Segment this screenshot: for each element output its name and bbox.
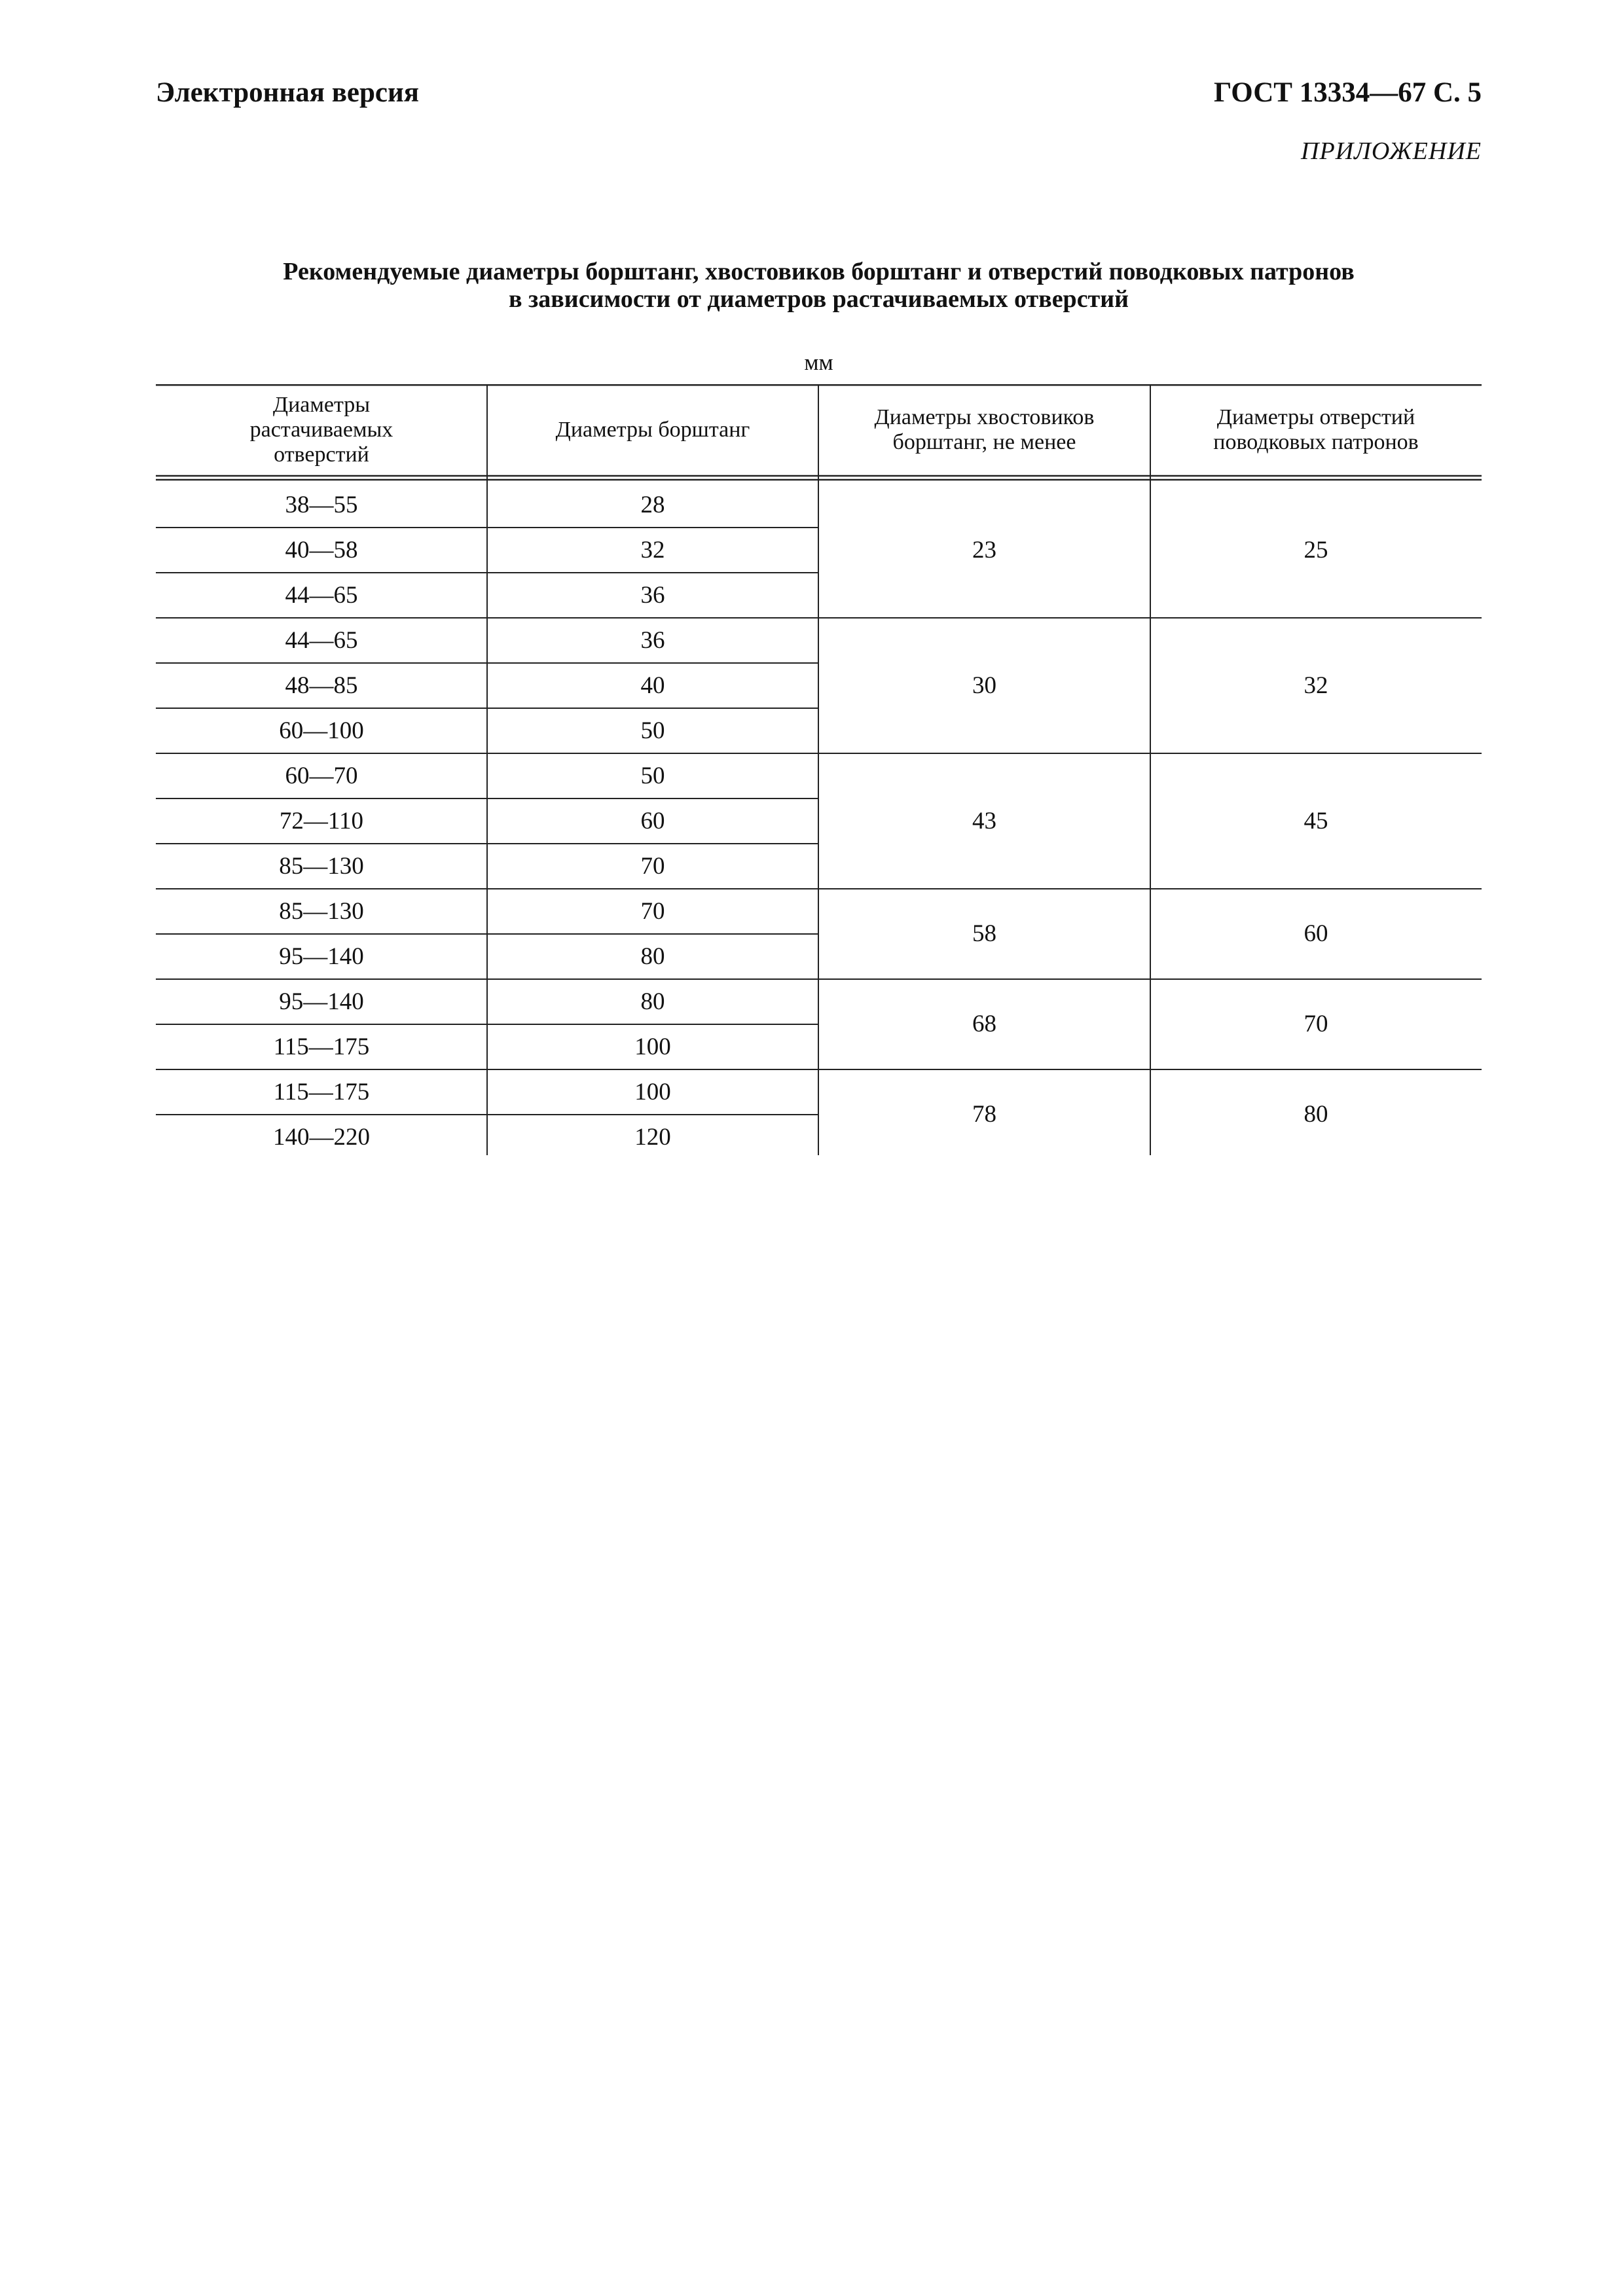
header-bar-diameters: Диаметры борштанг bbox=[555, 418, 750, 442]
chuck-hole-diameter-cell: 32 bbox=[1304, 672, 1328, 699]
bar-diameter-cell: 28 bbox=[640, 491, 665, 518]
bore-diameter-cell: 140—220 bbox=[273, 1123, 370, 1151]
bar-diameter-cell: 32 bbox=[640, 536, 665, 564]
chuck-hole-diameter-cell: 25 bbox=[1304, 536, 1328, 564]
bar-diameter-cell: 40 bbox=[640, 672, 665, 699]
bar-diameter-cell: 36 bbox=[640, 626, 665, 654]
shank-diameter-cell: 43 bbox=[972, 807, 996, 834]
bar-diameter-cell: 80 bbox=[640, 942, 665, 970]
bar-diameter-cell: 50 bbox=[640, 762, 665, 789]
bore-diameter-cell: 115—175 bbox=[273, 1033, 370, 1060]
table-title bbox=[156, 258, 1482, 313]
header-electronic-version: Электронная версия bbox=[156, 77, 420, 108]
bore-diameter-cell: 85—130 bbox=[279, 897, 364, 925]
header-chuck-hole-diameters: Диаметры отверстий поводковых патронов bbox=[1213, 405, 1419, 454]
bore-diameter-cell: 95—140 bbox=[279, 988, 364, 1015]
chuck-hole-diameter-cell: 70 bbox=[1304, 1011, 1328, 1037]
bore-diameter-cell: 44—65 bbox=[285, 581, 358, 609]
chuck-hole-diameter-cell: 80 bbox=[1304, 1101, 1328, 1128]
shank-diameter-cell: 68 bbox=[972, 1011, 996, 1037]
bore-diameter-cell: 115—175 bbox=[273, 1078, 370, 1105]
bar-diameter-cell: 70 bbox=[640, 852, 665, 880]
bore-diameter-cell: 85—130 bbox=[279, 852, 364, 880]
chuck-hole-diameter-cell: 45 bbox=[1304, 807, 1328, 834]
bore-diameter-cell: 72—110 bbox=[279, 807, 364, 834]
bore-diameter-cell: 60—100 bbox=[279, 717, 364, 744]
table-title-line-1: Рекомендуемые диаметры борштанг, хвостовиков борштанг и отверстий поводковых патронов bbox=[283, 258, 1355, 285]
bore-diameter-cell: 60—70 bbox=[285, 762, 358, 789]
bar-diameter-cell: 100 bbox=[634, 1033, 671, 1060]
header-bore-diameters: Диаметры растачиваемых отверстий bbox=[249, 393, 393, 467]
header-standard-page: ГОСТ 13334—67 С. 5 bbox=[1213, 77, 1482, 108]
bore-diameter-cell: 95—140 bbox=[279, 942, 364, 970]
shank-diameter-cell: 23 bbox=[972, 536, 996, 564]
header-shank-diameters: Диаметры хвостовиков борштанг, не менее bbox=[874, 405, 1095, 454]
appendix-label: ПРИЛОЖЕНИЕ bbox=[1301, 137, 1482, 165]
shank-diameter-cell: 30 bbox=[972, 672, 996, 699]
shank-diameter-cell: 78 bbox=[972, 1101, 996, 1128]
bar-diameter-cell: 70 bbox=[640, 897, 665, 925]
chuck-hole-diameter-cell: 60 bbox=[1304, 920, 1328, 947]
bar-diameter-cell: 36 bbox=[640, 581, 665, 609]
shank-diameter-cell: 58 bbox=[972, 920, 996, 947]
bore-diameter-cell: 40—58 bbox=[285, 536, 358, 564]
bar-diameter-cell: 100 bbox=[634, 1078, 671, 1105]
table-title-line-2: в зависимости от диаметров растачиваемых отверстий bbox=[508, 285, 1129, 313]
bore-diameter-cell: 48—85 bbox=[285, 672, 358, 699]
bore-diameter-cell: 44—65 bbox=[285, 626, 358, 654]
unit-label: мм bbox=[804, 350, 833, 375]
bore-diameter-cell: 38—55 bbox=[285, 491, 358, 518]
bar-diameter-cell: 120 bbox=[634, 1123, 671, 1151]
bar-diameter-cell: 60 bbox=[640, 807, 665, 834]
diameters-table bbox=[156, 384, 1482, 1155]
bar-diameter-cell: 50 bbox=[640, 717, 665, 744]
bar-diameter-cell: 80 bbox=[640, 988, 665, 1015]
